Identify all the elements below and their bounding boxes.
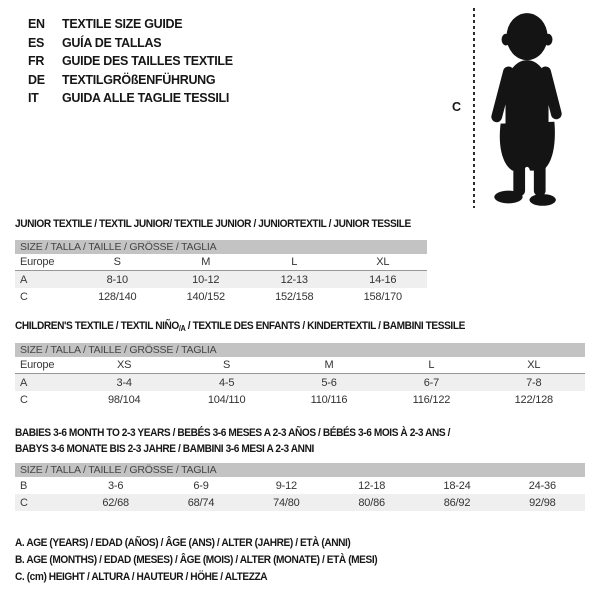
children-section-title	[15, 318, 465, 337]
table-row	[15, 391, 585, 408]
language-code: EN	[28, 17, 45, 32]
baby-silhouette-icon	[484, 10, 572, 208]
children-size-table	[15, 343, 585, 408]
cell-value: 18-24	[443, 479, 471, 492]
section-title-line	[15, 441, 450, 457]
footnote-line-a: A. AGE (YEARS) / EDAD (AÑOS) / ÂGE (ANS) / ALTER (JAHRE) / ETÀ (ANNI)	[15, 537, 351, 549]
junior-section-title	[15, 216, 411, 235]
footnote-line-c: C. (cm) HEIGHT / ALTURA / HAUTEUR / HÖHE / ALTEZZA	[15, 571, 268, 583]
section-title-text: CHILDREN'S TEXTILE / TEXTIL NIÑO	[15, 320, 179, 332]
size-column-header: XL	[376, 256, 390, 268]
cell-value: 5-6	[321, 376, 337, 389]
table-row	[15, 374, 585, 391]
cell-value: 4-5	[218, 376, 235, 389]
language-row-fr	[28, 52, 233, 71]
language-title: TEXTILE SIZE GUIDE	[62, 17, 183, 32]
cell-value: 104/110	[207, 393, 246, 406]
row-label: C	[20, 496, 28, 509]
row-label: C	[20, 290, 28, 303]
section-title-text: BABYS 3-6 MONATE BIS 2-3 JAHRE / BAMBINI 3-6 MESI A 2-3 ANNI	[15, 443, 314, 455]
section-title-subscript: /A	[178, 324, 186, 333]
cell-value: 74/80	[273, 496, 300, 509]
size-column-header: S	[113, 256, 121, 268]
language-title: TEXTILGRÖßENFÜHRUNG	[62, 72, 216, 87]
table-row	[15, 271, 427, 288]
babies-size-table	[15, 463, 585, 511]
cell-value: 62/68	[102, 496, 129, 509]
cell-value: 122/128	[514, 393, 553, 406]
language-code: FR	[28, 54, 45, 69]
language-row-de	[28, 71, 233, 90]
language-code: ES	[28, 35, 45, 50]
row-label: A	[20, 376, 28, 389]
cell-value: 6-9	[193, 479, 209, 492]
cell-value: 24-36	[528, 479, 556, 492]
cell-value: 92/98	[529, 496, 556, 509]
cell-value: 7-8	[526, 376, 542, 389]
size-column-header: M	[324, 359, 334, 371]
cell-value: 68/74	[187, 496, 215, 509]
cell-value: 152/158	[275, 290, 314, 303]
language-title-list	[28, 15, 233, 108]
region-label: Europe	[20, 359, 55, 371]
cell-value: 12-13	[280, 273, 308, 286]
section-title-line	[15, 425, 450, 441]
size-column-header: XS	[117, 359, 132, 371]
language-code: IT	[28, 91, 39, 106]
cell-value: 80/86	[358, 496, 385, 509]
table-row	[15, 477, 585, 494]
row-label: B	[20, 479, 28, 492]
language-row-en	[28, 15, 233, 34]
cell-value: 9-12	[275, 479, 297, 492]
cell-value: 14-16	[369, 273, 397, 286]
size-header-bar: SIZE / TALLA / TAILLE / GRÖSSE / TAGLIA	[15, 343, 585, 357]
cell-value: 128/140	[98, 290, 137, 303]
language-code: DE	[28, 72, 45, 87]
cell-value: 86/92	[443, 496, 471, 509]
language-row-it	[28, 89, 233, 108]
cell-value: 8-10	[106, 273, 128, 286]
table-row	[15, 494, 585, 511]
cell-value: 12-18	[358, 479, 386, 492]
cell-value: 6-7	[423, 376, 440, 389]
row-label: C	[20, 393, 28, 406]
size-column-header: XL	[527, 359, 541, 371]
cell-value: 98/104	[107, 393, 141, 406]
footnote-legend	[15, 535, 409, 586]
table-header-row	[15, 254, 427, 271]
section-title-text: BABIES 3-6 MONTH TO 2-3 YEARS / BEBÉS 3-6 MESES A 2-3 AÑOS / BÉBÉS 3-6 MOIS À 2-3 ANS /	[15, 427, 451, 439]
table-row	[15, 288, 427, 305]
language-title: GUIDE DES TAILLES TEXTILE	[62, 54, 233, 69]
junior-size-table	[15, 240, 427, 305]
cell-value: 140/152	[186, 290, 225, 303]
section-title-text: JUNIOR TEXTILE / TEXTIL JUNIOR/ TEXTILE JUNIOR / JUNIORTEXTIL / JUNIOR TESSILE	[15, 218, 411, 230]
cell-value: 158/170	[363, 290, 402, 303]
size-column-header: M	[201, 256, 211, 268]
footnote-line-b: B. AGE (MONTHS) / EDAD (MESES) / ÂGE (MOIS) / ALTER (MONATE) / ETÀ (MESI)	[15, 554, 378, 566]
region-label: Europe	[20, 256, 55, 268]
language-row-es	[28, 34, 233, 53]
section-title-text: / TEXTILE DES ENFANTS / KINDERTEXTIL / BAMBINI TESSILE	[185, 320, 465, 332]
height-measure-label: C	[452, 100, 462, 114]
cell-value: 10-12	[192, 273, 220, 286]
row-label: A	[20, 273, 28, 286]
size-header-bar: SIZE / TALLA / TAILLE / GRÖSSE / TAGLIA	[15, 240, 427, 254]
language-title: GUIDA ALLE TAGLIE TESSILI	[62, 91, 230, 106]
babies-section-title	[15, 425, 450, 457]
size-column-header: S	[223, 359, 231, 371]
cell-value: 110/116	[310, 393, 348, 406]
size-column-header: L	[428, 359, 435, 371]
cell-value: 3-6	[108, 479, 124, 492]
size-column-header: L	[291, 256, 298, 268]
height-measure-dashed-line	[473, 8, 475, 208]
table-header-row	[15, 357, 585, 374]
cell-value: 116/122	[412, 393, 451, 406]
language-title: GUÍA DE TALLAS	[62, 35, 162, 50]
size-header-bar: SIZE / TALLA / TAILLE / GRÖSSE / TAGLIA	[15, 463, 585, 477]
cell-value: 3-4	[116, 376, 132, 389]
